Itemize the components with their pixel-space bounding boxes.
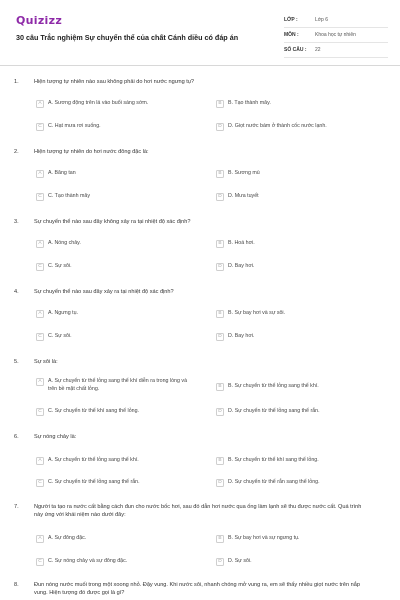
option-letter-box: A xyxy=(36,170,44,178)
option-b[interactable] xyxy=(216,169,372,178)
option-text: C. Hạt mưa rơi xuống. xyxy=(48,123,101,129)
option-text: B. Sự bay hơi và sự sôi. xyxy=(228,310,286,316)
option-text: A. Nóng chảy. xyxy=(48,240,81,246)
question-text: Hiện tượng tự nhiên nào sau không phải do hơi nước ngưng tụ? xyxy=(34,79,195,85)
meta-value: Lớp 6 xyxy=(315,17,329,23)
option-text: D. Bay hơi. xyxy=(228,263,255,269)
question-number: 5. xyxy=(14,359,19,365)
option-text: C. Sự chuyển từ thể lỏng sang thể rắn. xyxy=(48,479,140,485)
option-text: D. Sự chuyển từ thể lỏng sang thể rắn. xyxy=(228,408,320,414)
option-c[interactable] xyxy=(36,332,192,341)
option-a[interactable] xyxy=(36,99,192,108)
option-letter-box: D xyxy=(216,408,224,416)
option-c[interactable] xyxy=(36,262,192,271)
option-text: A. Ngưng tụ. xyxy=(48,310,79,316)
question-text: Hiện tượng tự nhiên do hơi nước đông đặc là: xyxy=(34,149,149,155)
option-text: D. Giọt nước bám ở thành cốc nước lạnh. xyxy=(228,123,327,129)
option-a[interactable] xyxy=(36,534,192,543)
question-number: 6. xyxy=(14,434,19,440)
option-letter-box: A xyxy=(36,100,44,108)
option-b[interactable] xyxy=(216,239,372,248)
option-a[interactable] xyxy=(36,377,192,393)
question-text: Sự nóng chảy là: xyxy=(34,434,77,440)
question-text: Đun nóng nước muối trong một xoong nhỏ. Đậy vung. Khi nước sôi, nhanh chóng mở vung ra, em sẽ thấy nhiều giọt nước trên nắp vung. Hiện tượng đó được gọi là gì? xyxy=(34,582,360,596)
option-letter-box: C xyxy=(36,558,44,566)
option-d[interactable] xyxy=(216,478,372,487)
option-text: A. Sương động trên lá vào buổi sáng sớm. xyxy=(48,100,149,106)
question-number: 2. xyxy=(14,149,19,155)
option-text: C. Sự sôi. xyxy=(48,333,72,339)
option-letter-box: C xyxy=(36,333,44,341)
option-text: B. Sự chuyển từ thể lỏng sang thể khí. xyxy=(228,383,319,389)
question-number: 8. xyxy=(14,582,19,588)
meta-label: LỚP : xyxy=(284,17,298,23)
meta-label: SỐ CÂU : xyxy=(284,47,307,53)
option-letter-box: B xyxy=(216,383,224,391)
option-d[interactable] xyxy=(216,192,372,201)
option-text: D. Mưa tuyết xyxy=(228,193,259,199)
option-letter-box: A xyxy=(36,240,44,248)
option-letter-box: D xyxy=(216,193,224,201)
meta-value: 22 xyxy=(315,47,321,53)
option-text: B. Sự bay hơi và sự ngưng tụ. xyxy=(228,535,300,541)
option-b[interactable] xyxy=(216,309,372,318)
option-letter-box: D xyxy=(216,263,224,271)
option-letter-box: B xyxy=(216,310,224,318)
option-a[interactable] xyxy=(36,169,192,178)
option-letter-box: C xyxy=(36,123,44,131)
option-text: D. Sự chuyển từ thể rắn sang thể lỏng. xyxy=(228,479,320,485)
option-a[interactable] xyxy=(36,456,192,465)
option-letter-box: C xyxy=(36,263,44,271)
question-number: 7. xyxy=(14,504,19,510)
option-text: A. Băng tan xyxy=(48,170,76,176)
option-text: A. Sự đông đặc. xyxy=(48,535,87,541)
option-text: C. Sự nóng chảy và sự đông đặc. xyxy=(48,558,128,564)
option-letter-box: D xyxy=(216,479,224,487)
meta-value: Khoa học tự nhiên xyxy=(315,32,356,38)
option-text: A. Sự chuyển từ thể lỏng sang thể khí diễn ra trong lòng và trên bề mặt chất lỏng. xyxy=(48,378,188,392)
option-text: B. Hoá hơi. xyxy=(228,240,255,246)
option-a[interactable] xyxy=(36,309,192,318)
option-letter-box: A xyxy=(36,535,44,543)
option-text: C. Sự chuyển từ thể khí sang thể lỏng. xyxy=(48,408,140,414)
option-letter-box: D xyxy=(216,558,224,566)
option-text: A. Sự chuyển từ thể lỏng sang thể khí. xyxy=(48,457,139,463)
quizizz-logo: Quizizz xyxy=(16,14,63,27)
option-c[interactable] xyxy=(36,407,192,416)
option-letter-box: B xyxy=(216,240,224,248)
option-b[interactable] xyxy=(216,382,372,391)
question-text: Sự chuyển thể nào sau đây xảy ra tại nhiệt độ xác định? xyxy=(34,289,174,295)
option-d[interactable] xyxy=(216,557,372,566)
question-text: Người ta tạo ra nước cất bằng cách đun cho nước bốc hơi, sau đó dẫn hơi nước qua ống làm lạnh sẽ thu được nước cất. Quá trình này ứng với khái niệm nào dưới đây: xyxy=(34,504,362,518)
option-letter-box: B xyxy=(216,535,224,543)
option-d[interactable] xyxy=(216,122,372,131)
option-letter-box: A xyxy=(36,457,44,465)
worksheet-header xyxy=(0,0,400,62)
option-letter-box: C xyxy=(36,193,44,201)
question-text: Sự chuyển thể nào sau đây không xảy ra tại nhiệt độ xác định? xyxy=(34,219,191,225)
option-text: D. Sự sôi. xyxy=(228,558,252,564)
option-letter-box: A xyxy=(36,378,44,386)
option-letter-box: D xyxy=(216,123,224,131)
option-letter-box: B xyxy=(216,170,224,178)
option-letter-box: C xyxy=(36,408,44,416)
question-number: 4. xyxy=(14,289,19,295)
option-text: B. Sương mù xyxy=(228,170,260,176)
option-b[interactable] xyxy=(216,99,372,108)
option-c[interactable] xyxy=(36,192,192,201)
option-c[interactable] xyxy=(36,122,192,131)
worksheet-title: 30 câu Trắc nghiệm Sự chuyển thể của chất Cánh diều có đáp án xyxy=(16,33,239,42)
meta-label: MÔN : xyxy=(284,32,299,38)
option-text: C. Tạo thành mây xyxy=(48,193,91,199)
option-c[interactable] xyxy=(36,557,192,566)
option-letter-box: B xyxy=(216,100,224,108)
option-letter-box: B xyxy=(216,457,224,465)
worksheet-meta xyxy=(284,13,388,58)
option-c[interactable] xyxy=(36,478,192,487)
option-text: D. Bay hơi. xyxy=(228,333,255,339)
question-text: Sự sôi là: xyxy=(34,359,58,365)
option-b[interactable] xyxy=(216,456,372,465)
meta-row-class xyxy=(284,13,388,28)
option-text: B. Tạo thành mây. xyxy=(228,100,271,106)
question-number: 1. xyxy=(14,79,19,85)
question-number: 3. xyxy=(14,219,19,225)
option-letter-box: C xyxy=(36,479,44,487)
option-text: C. Sự sôi. xyxy=(48,263,72,269)
option-d[interactable] xyxy=(216,262,372,271)
option-text: B. Sự chuyển từ thể khí sang thể lỏng. xyxy=(228,457,319,463)
option-d[interactable] xyxy=(216,332,372,341)
option-b[interactable] xyxy=(216,534,372,543)
meta-row-count xyxy=(284,43,388,58)
option-letter-box: D xyxy=(216,333,224,341)
option-a[interactable] xyxy=(36,239,192,248)
option-letter-box: A xyxy=(36,310,44,318)
meta-row-subject xyxy=(284,28,388,43)
header-divider xyxy=(0,65,400,66)
option-d[interactable] xyxy=(216,407,372,416)
